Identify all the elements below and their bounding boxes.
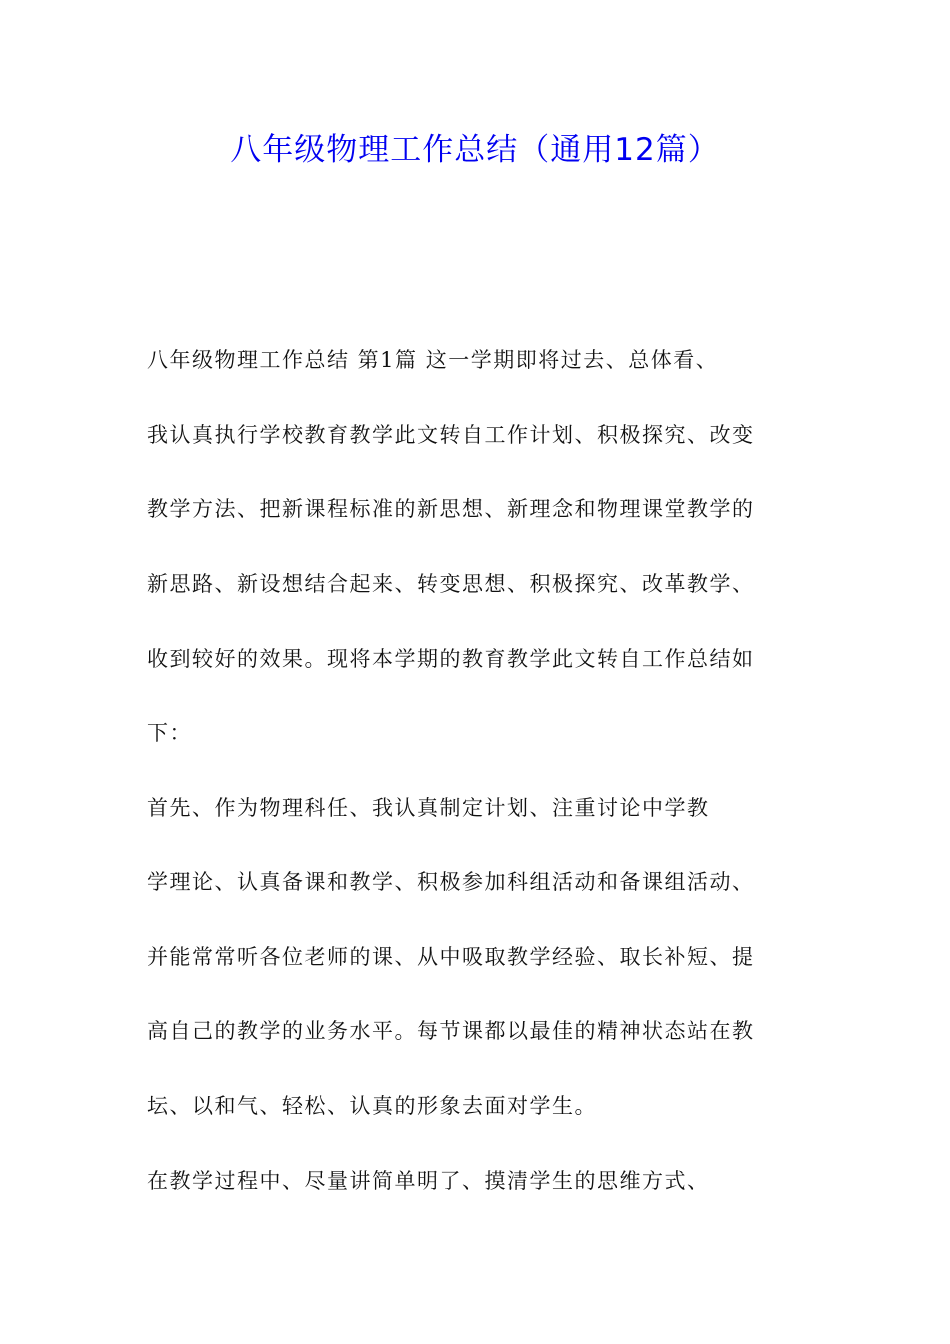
body-line: 首先、作为物理科任、我认真制定计划、注重讨论中学教: [147, 796, 710, 820]
body-line: 八年级物理工作总结 第1篇 这一学期即将过去、总体看、: [147, 348, 719, 372]
body-line: 新思路、新设想结合起来、转变思想、积极探究、改革教学、: [147, 572, 755, 596]
body-line: 收到较好的效果。现将本学期的教育教学此文转自工作总结如: [147, 647, 755, 671]
body-line: 在教学过程中、尽量讲简单明了、摸清学生的思维方式、: [147, 1169, 710, 1193]
body-line: 教学方法、把新课程标准的新思想、新理念和物理课堂教学的: [147, 497, 755, 521]
document-title: 八年级物理工作总结（通用12篇）: [230, 132, 720, 168]
body-line: 下：: [147, 721, 192, 745]
body-line: 我认真执行学校教育教学此文转自工作计划、积极探究、改变: [147, 423, 755, 447]
body-line: 高自己的教学的业务水平。每节课都以最佳的精神状态站在教: [147, 1019, 755, 1043]
body-line: 学理论、认真备课和教学、积极参加科组活动和备课组活动、: [147, 870, 755, 894]
body-line: 并能常常听各位老师的课、从中吸取教学经验、取长补短、提: [147, 945, 755, 969]
body-line: 坛、以和气、轻松、认真的形象去面对学生。: [147, 1094, 597, 1118]
